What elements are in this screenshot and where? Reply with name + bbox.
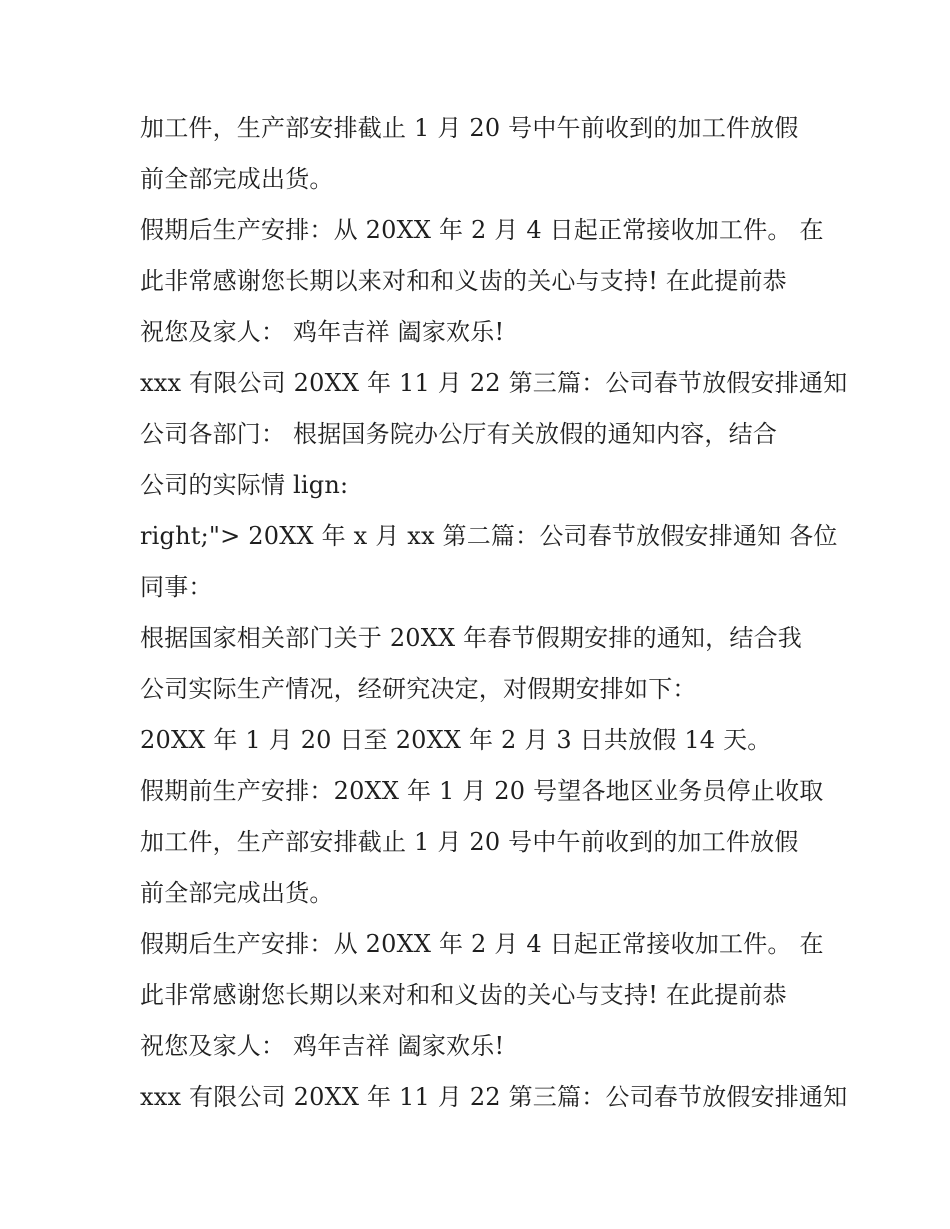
text-line: 根据国家相关部门关于 20XX 年春节假期安排的通知，结合我	[140, 624, 802, 652]
text-line: 假期后生产安排：从 20XX 年 2 月 4 日起正常接收加工件。 在	[140, 930, 824, 958]
text-line: 假期前生产安排：20XX 年 1 月 20 号望各地区业务员停止收取	[140, 777, 824, 805]
text-line: right;"> 20XX 年 x 月 xx 第二篇：公司春节放假安排通知 各位	[140, 522, 838, 550]
text-line: 公司的实际情 lign:	[140, 471, 349, 499]
text-line: xxx 有限公司 20XX 年 11 月 22 第三篇：公司春节放假安排通知	[140, 369, 848, 397]
document-body	[140, 103, 848, 1123]
text-line: 假期后生产安排：从 20XX 年 2 月 4 日起正常接收加工件。 在	[140, 216, 824, 244]
text-line: 公司各部门： 根据国务院办公厅有关放假的通知内容，结合	[140, 420, 778, 448]
text-line: 前全部完成出货。	[140, 879, 334, 907]
text-line: xxx 有限公司 20XX 年 11 月 22 第三篇：公司春节放假安排通知	[140, 1083, 848, 1111]
text-line: 加工件，生产部安排截止 1 月 20 号中午前收到的加工件放假	[140, 828, 799, 856]
text-line: 公司实际生产情况，经研究决定，对假期安排如下：	[140, 675, 697, 703]
text-line: 祝您及家人： 鸡年吉祥 阖家欢乐!	[140, 318, 505, 346]
text-line: 20XX 年 1 月 20 日至 20XX 年 2 月 3 日共放假 14 天。	[140, 726, 772, 754]
text-line: 前全部完成出货。	[140, 165, 334, 193]
text-line: 祝您及家人： 鸡年吉祥 阖家欢乐!	[140, 1032, 505, 1060]
text-line: 加工件，生产部安排截止 1 月 20 号中午前收到的加工件放假	[140, 114, 799, 142]
text-line: 此非常感谢您长期以来对和和义齿的关心与支持! 在此提前恭	[140, 981, 787, 1009]
text-line: 同事：	[140, 573, 213, 601]
text-line: 此非常感谢您长期以来对和和义齿的关心与支持! 在此提前恭	[140, 267, 787, 295]
